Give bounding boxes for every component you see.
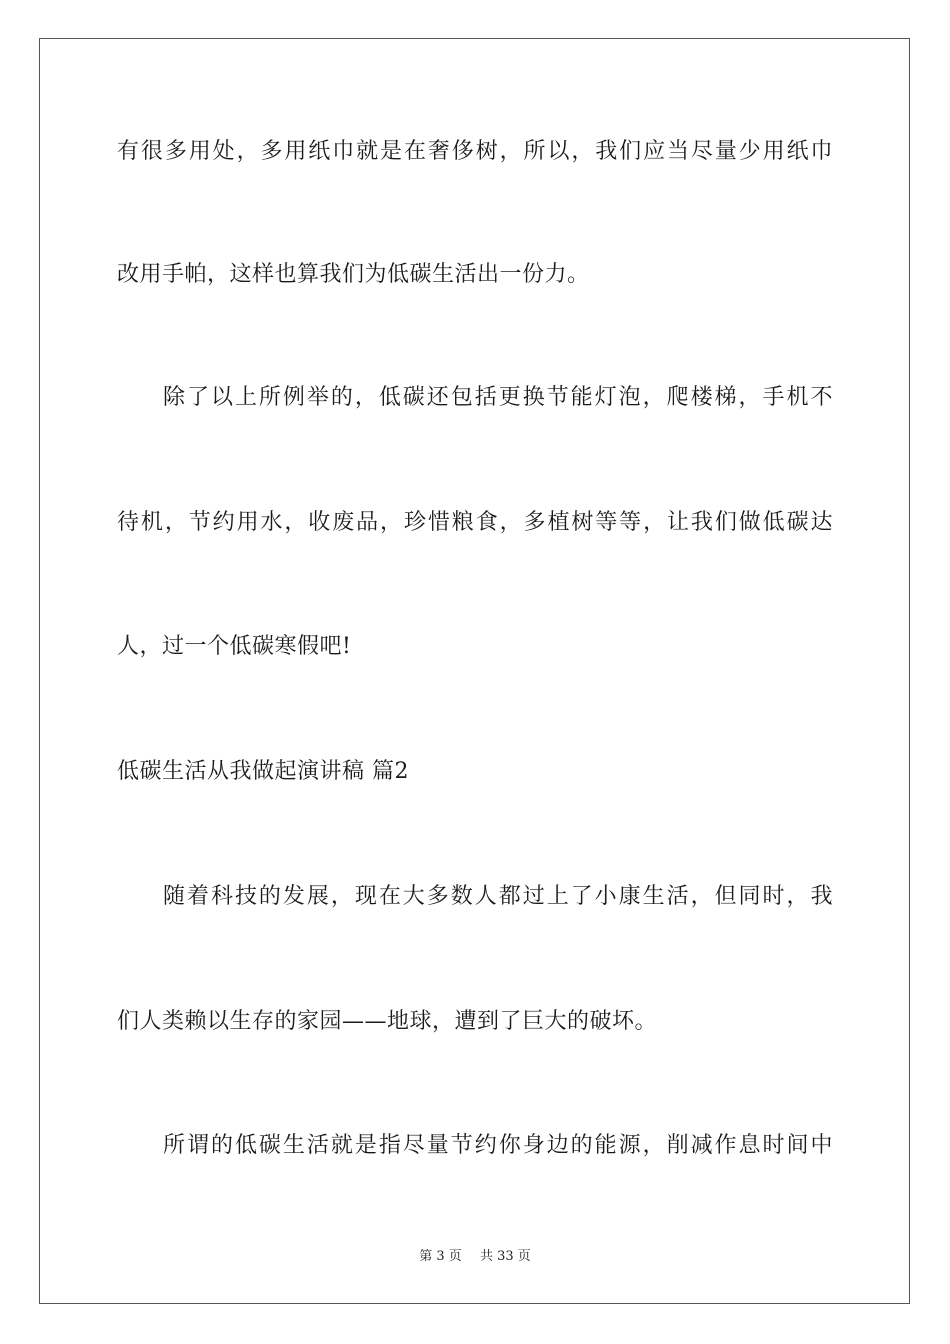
paragraph-line: 随着科技的发展，现在大多数人都过上了小康生活，但同时，我	[163, 884, 833, 909]
paragraph-line: 待机，节约用水，收废品，珍惜粮食，多植树等等，让我们做低碳达	[117, 510, 833, 535]
paragraph-line: 改用手帕，这样也算我们为低碳生活出一份力。	[117, 262, 590, 287]
page-frame	[39, 38, 910, 1304]
paragraph-line: 人，过一个低碳寒假吧!	[117, 634, 352, 659]
page-total: 共 33 页	[479, 1249, 531, 1264]
paragraph-line: 除了以上所例举的，低碳还包括更换节能灯泡，爬楼梯，手机不	[163, 385, 833, 410]
paragraph-line: 有很多用处，多用纸巾就是在奢侈树，所以，我们应当尽量少用纸巾	[117, 139, 833, 164]
page-number: 第 3 页	[419, 1249, 462, 1264]
paragraph-line: 们人类赖以生存的家园——地球，遭到了巨大的破坏。	[117, 1009, 658, 1034]
paragraph-line: 所谓的低碳生活就是指尽量节约你身边的能源，削减作息时间中	[163, 1133, 833, 1158]
page-footer	[0, 1248, 950, 1266]
section-heading: 低碳生活从我做起演讲稿 篇2	[117, 759, 409, 784]
